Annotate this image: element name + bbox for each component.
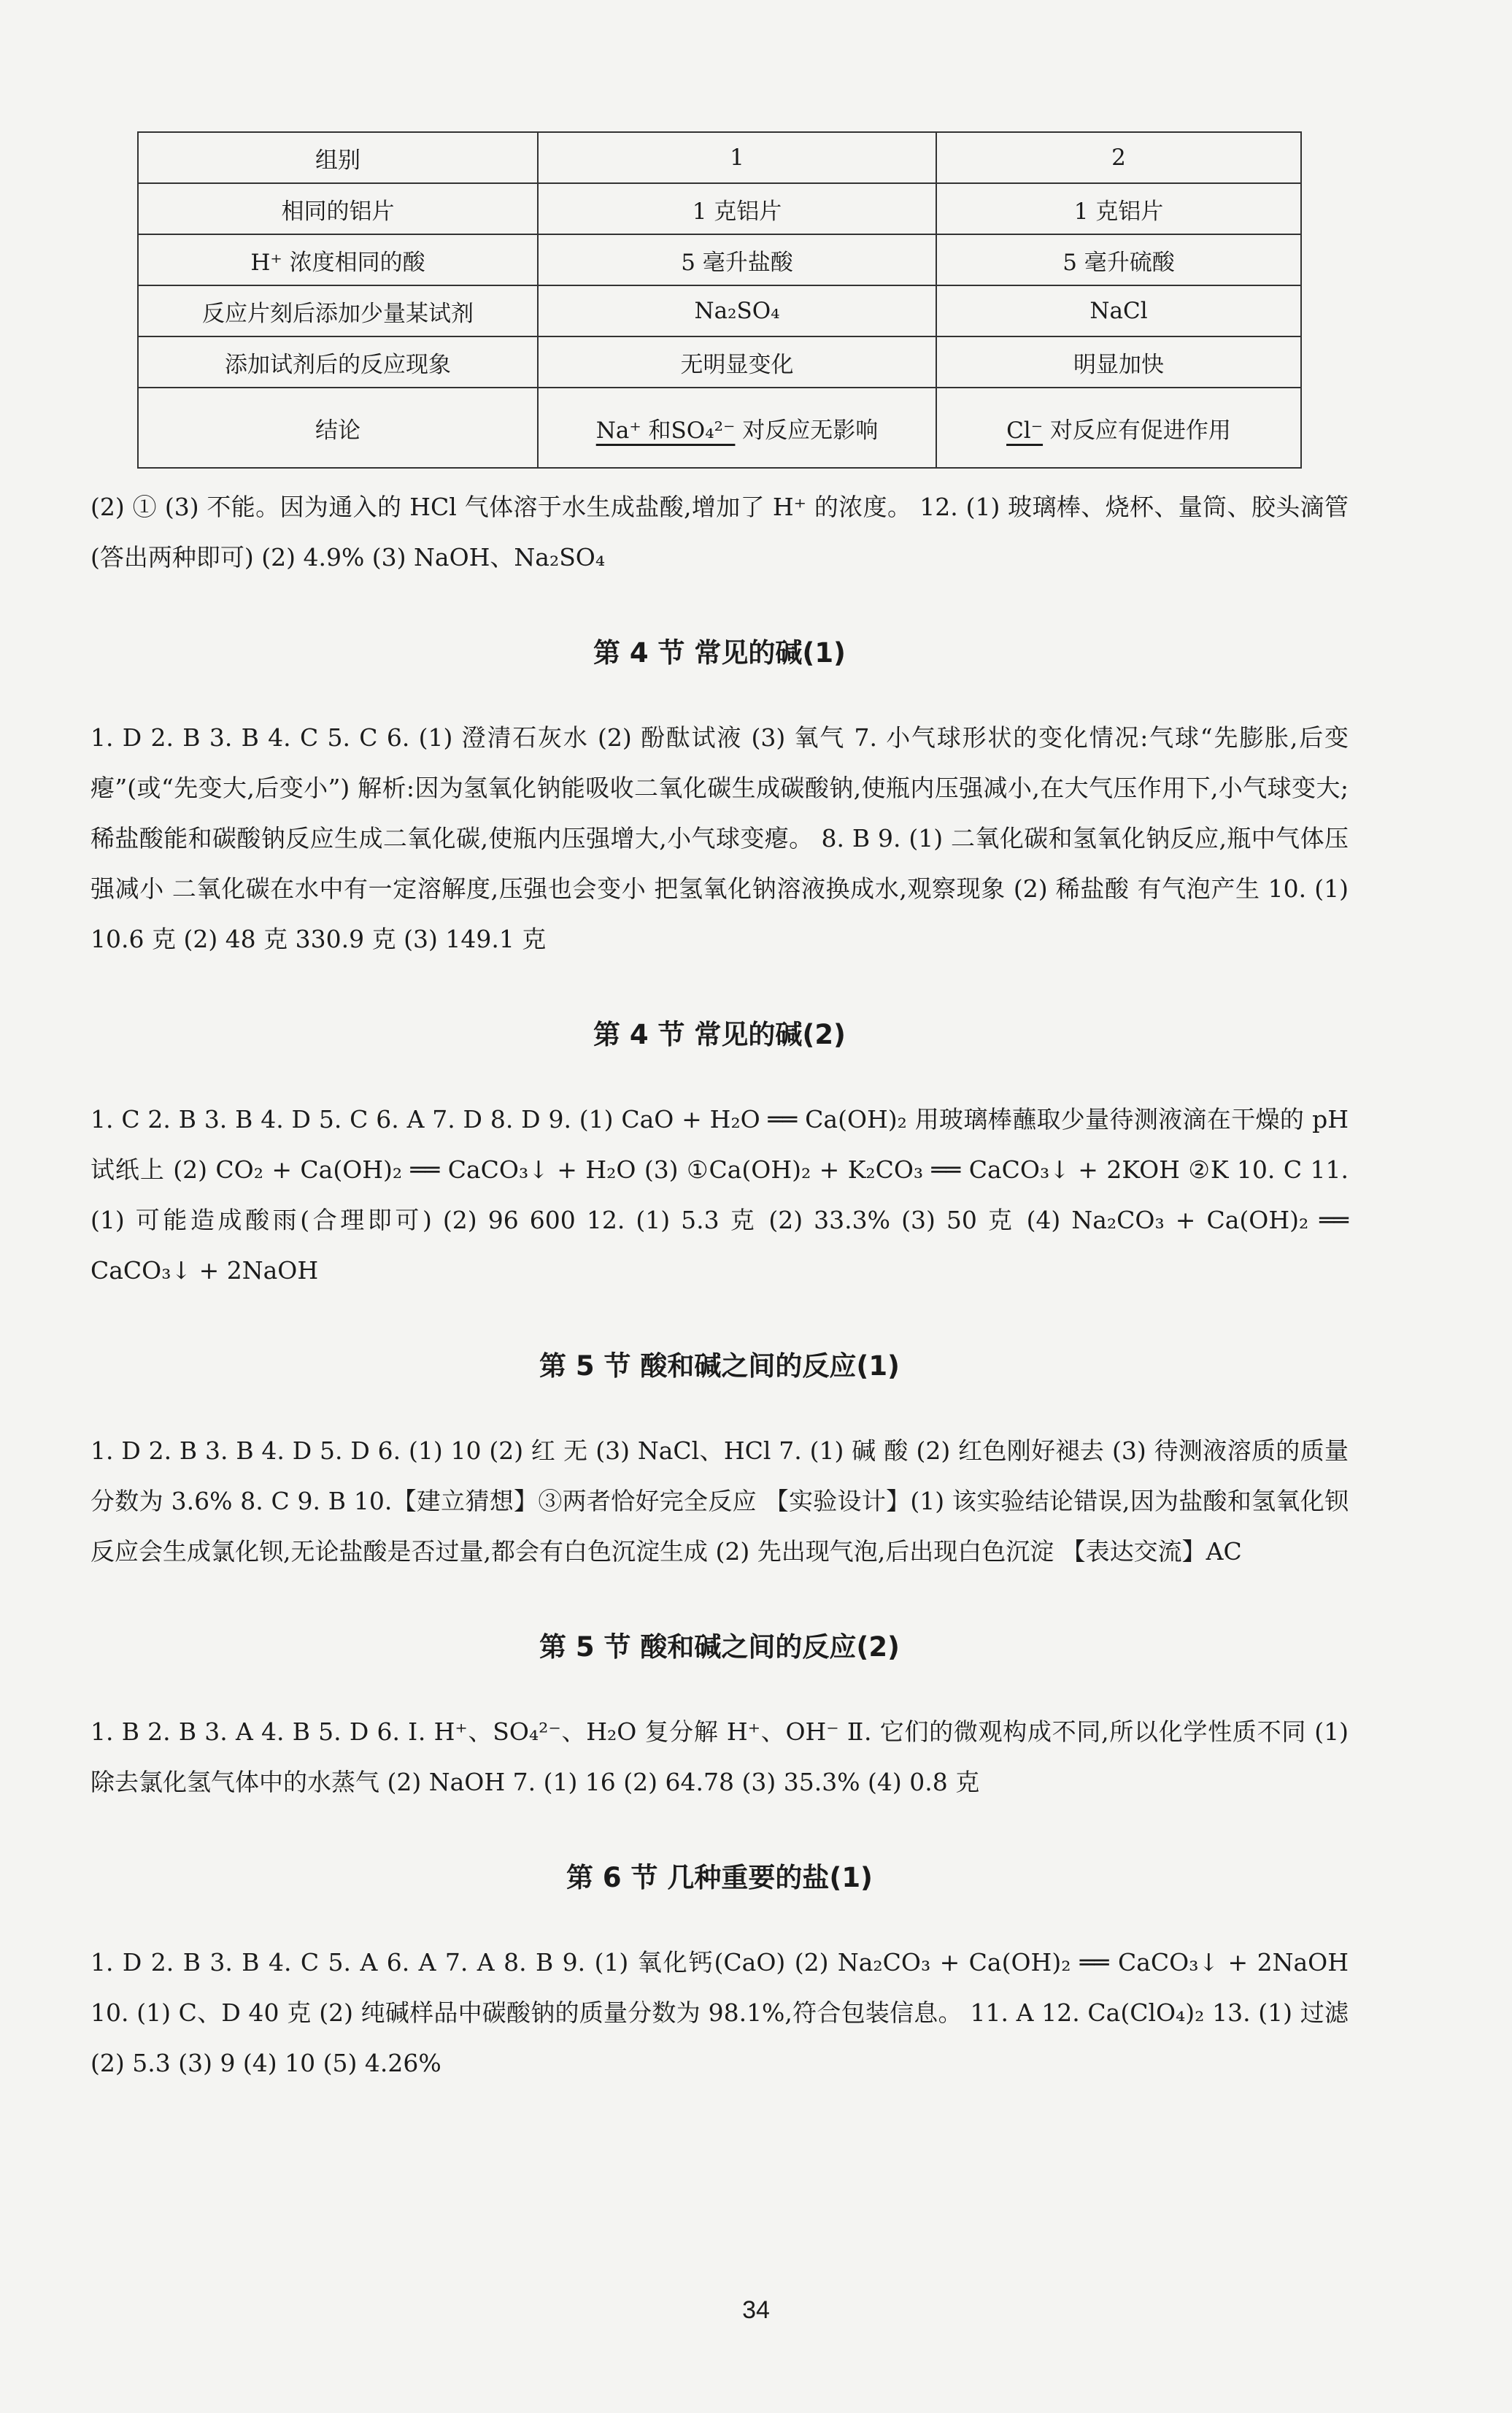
table-cell: 反应片刻后添加少量某试剂 (138, 285, 538, 336)
table-row-conclusion (138, 388, 1301, 468)
table-cell: 添加试剂后的反应现象 (138, 336, 538, 388)
section-answers: 1. D 2. B 3. B 4. D 5. D 6. (1) 10 (2) 红 无 (3) NaCl、HCl 7. (1) 碱 酸 (2) 红色刚好褪去 (3) 待测液溶质的质量分数为 3.6% 8. C 9. B 10.【建立猜想】③两者恰好完全反应 【实验设计】(1) 该实验结论错误,因为盐酸和氢氧化钡反应会生成氯化钡,无论盐酸是否过量,都会有白色沉淀生成 (2) 先出现气泡,后出现白色沉淀 【表达交流】AC (90, 1436, 1349, 1566)
table-cell: 1 克铝片 (538, 183, 936, 234)
intro-paragraph: (2) ① (3) 不能。因为通入的 HCl 气体溶于水生成盐酸,增加了 H⁺ 的浓度。 12. (1) 玻璃棒、烧杯、量筒、胶头滴管(答出两种即可) (2) 4.9% (3) NaOH、Na₂SO₄ (90, 493, 1349, 572)
answer-content (90, 482, 1349, 2088)
conclusion-cell-1 (538, 388, 936, 468)
table-cell: H⁺ 浓度相同的酸 (138, 234, 538, 285)
section-title: 第 6 节 几种重要的盐(1) (566, 1862, 873, 1893)
section-answers: 1. B 2. B 3. A 4. B 5. D 6. Ⅰ. H⁺、SO₄²⁻、H₂O 复分解 H⁺、OH⁻ Ⅱ. 它们的微观构成不同,所以化学性质不同 (1) 除去氯化氢气体中的水蒸气 (2) NaOH 7. (1) 16 (2) 64.78 (3) 35.3% (4) 0.8 克 (90, 1717, 1349, 1796)
table-header-cell: 2 (936, 132, 1301, 183)
conclusion-label: 结论 (138, 388, 538, 468)
section-title: 第 5 节 酸和碱之间的反应(2) (539, 1631, 900, 1663)
conclusion-text-2: 对反应有促进作用 (1043, 417, 1231, 444)
conclusion-ion-2: Cl⁻ (1006, 417, 1044, 444)
table-cell: Na₂SO₄ (538, 285, 936, 336)
table-cell: 明显加快 (936, 336, 1301, 388)
table-header-cell: 1 (538, 132, 936, 183)
results-table-container (137, 131, 1302, 469)
section-answers: 1. D 2. B 3. B 4. C 5. C 6. (1) 澄清石灰水 (2) 酚酞试液 (3) 氧气 7. 小气球形状的变化情况:气球“先膨胀,后变瘪”(或“先变大,后变小”) 解析:因为氢氧化钠能吸收二氧化碳生成碳酸钠,使瓶内压强减小,在大气压作用下,小气球变大;稀盐酸能和碳酸钠反应生成二氧化碳,使瓶内压强增大,小气球变瘪。 8. B 9. (1) 二氧化碳和氢氧化钠反应,瓶中气体压强减小 二氧化碳在水中有一定溶解度,压强也会变小 把氢氧化钠溶液换成水,观察现象 (2) 稀盐酸 有气泡产生 10. (1) 10.6 克 (2) 48 克 330.9 克 (3) 149.1 克 (90, 723, 1349, 953)
table-cell: 5 毫升盐酸 (538, 234, 936, 285)
table-header-cell: 组别 (138, 132, 538, 183)
table-cell: 1 克铝片 (936, 183, 1301, 234)
section-title: 第 4 节 常见的碱(1) (593, 637, 846, 669)
page-number: 34 (742, 2296, 770, 2324)
conclusion-text-1: 对反应无影响 (735, 417, 879, 444)
table-cell: 相同的铝片 (138, 183, 538, 234)
table-row (138, 285, 1301, 336)
table-row (138, 234, 1301, 285)
table-cell: 5 毫升硫酸 (936, 234, 1301, 285)
table-cell: NaCl (936, 285, 1301, 336)
table-header-row (138, 132, 1301, 183)
section-title: 第 4 节 常见的碱(2) (593, 1019, 846, 1050)
table-row (138, 336, 1301, 388)
aluminum-acid-table (137, 131, 1302, 469)
conclusion-cell-2 (936, 388, 1301, 468)
table-cell: 无明显变化 (538, 336, 936, 388)
section-answers: 1. C 2. B 3. B 4. D 5. C 6. A 7. D 8. D 9. (1) CaO + H₂O ══ Ca(OH)₂ 用玻璃棒蘸取少量待测液滴在干燥的 pH 试纸上 (2) CO₂ + Ca(OH)₂ ══ CaCO₃↓ + H₂O (3) ①Ca(OH)₂ + K₂CO₃ ══ CaCO₃↓ + 2KOH ②K 10. C 11. (1) 可能造成酸雨(合理即可) (2) 96 600 12. (1) 5.3 克 (2) 33.3% (3) 50 克 (4) Na₂CO₃ + Ca(OH)₂ ══ CaCO₃↓ + 2NaOH (90, 1105, 1349, 1285)
section-answers: 1. D 2. B 3. B 4. C 5. A 6. A 7. A 8. B 9. (1) 氧化钙(CaO) (2) Na₂CO₃ + Ca(OH)₂ ══ CaCO₃↓ + 2NaOH 10. (1) C、D 40 克 (2) 纯碱样品中碳酸钠的质量分数为 98.1%,符合包装信息。 11. A 12. Ca(ClO₄)₂ 13. (1) 过滤 (2) 5.3 (3) 9 (4) 10 (5) 4.26% (90, 1948, 1349, 2077)
conclusion-ions-1: Na⁺ 和SO₄²⁻ (595, 417, 736, 444)
section-title: 第 5 节 酸和碱之间的反应(1) (539, 1350, 900, 1382)
table-row (138, 183, 1301, 234)
